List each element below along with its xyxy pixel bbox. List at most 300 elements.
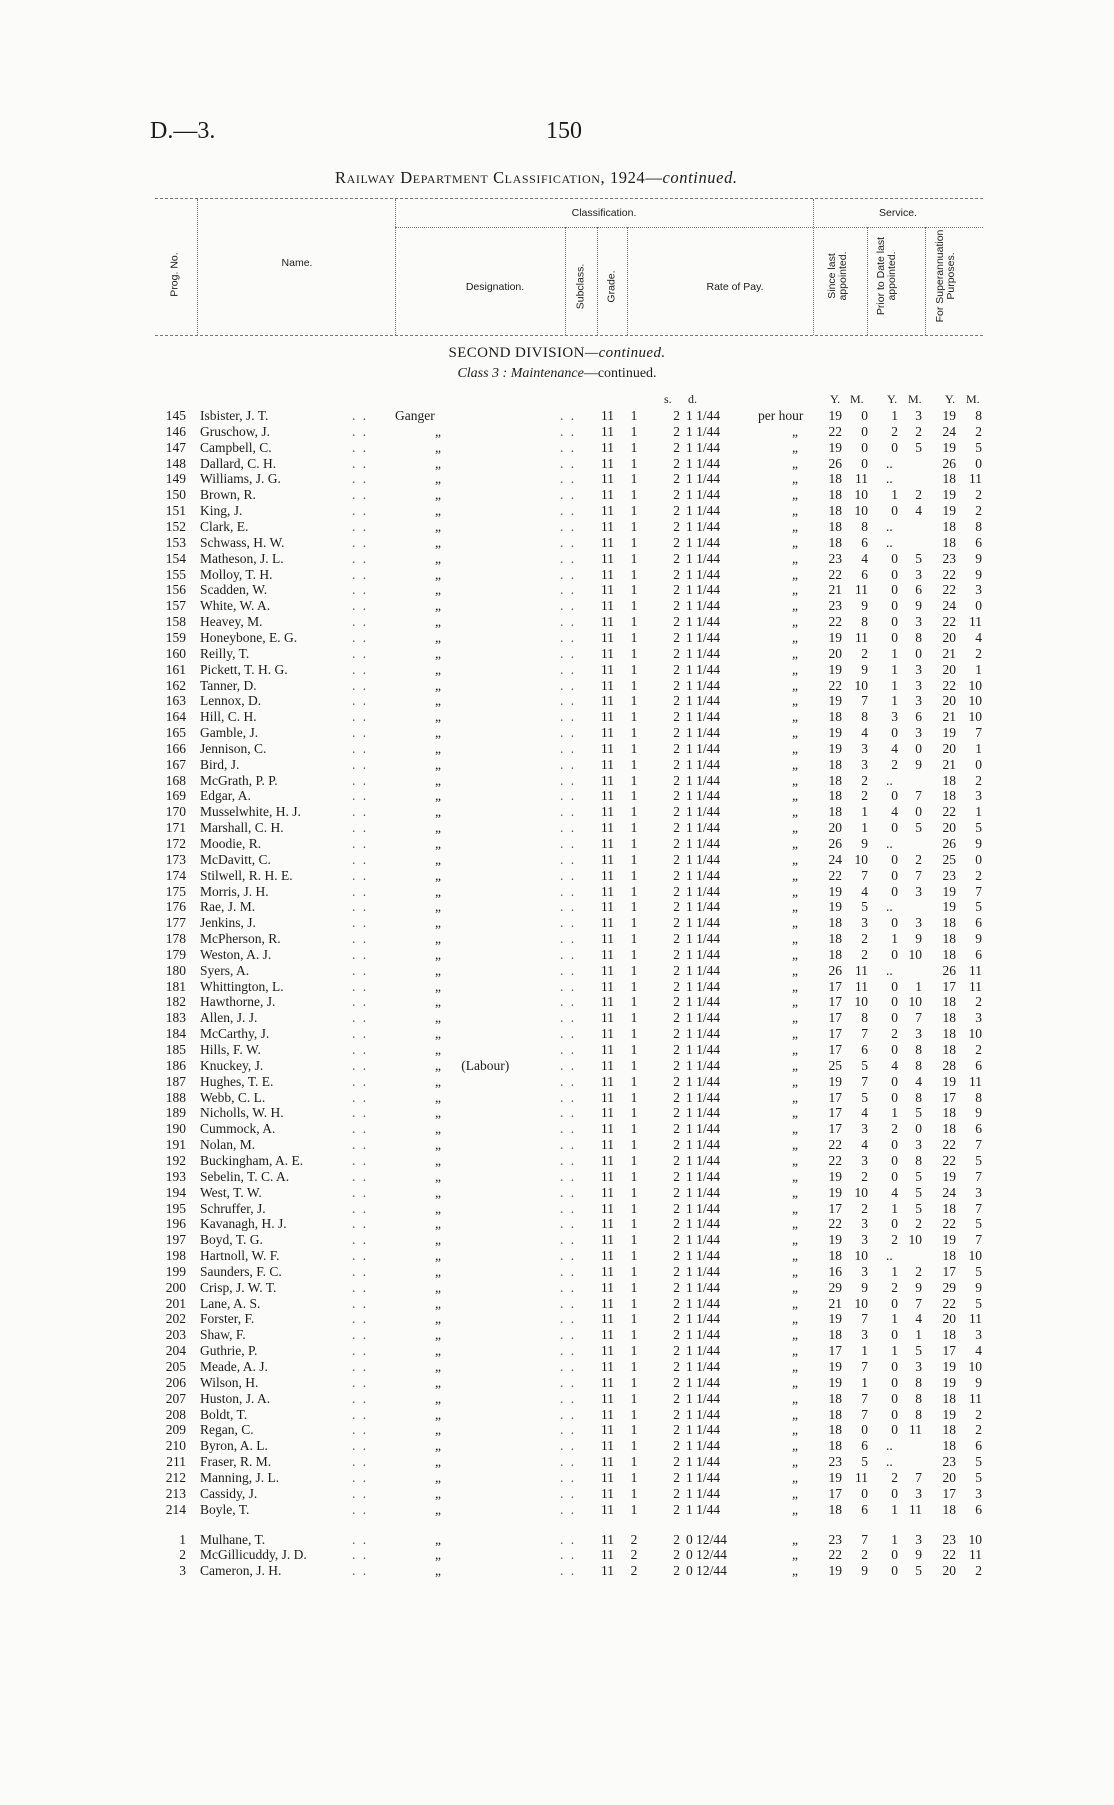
super-years: 17: [942, 978, 956, 994]
prior-years: 2: [891, 1232, 898, 1248]
since-years: 17: [828, 978, 842, 994]
leader-dots: . .: [352, 598, 369, 614]
since-years: 26: [828, 836, 842, 851]
prior-years: 3: [891, 709, 898, 725]
rate-shillings: 2: [673, 661, 680, 677]
rate-shillings: 2: [673, 915, 680, 931]
rate-shillings: 2: [673, 677, 680, 693]
super-years: 23: [942, 1531, 956, 1547]
table-row: [0, 963, 1114, 979]
prog-no: 164: [165, 709, 186, 725]
rate-shillings: 2: [673, 534, 680, 550]
prior-years: 0: [891, 1327, 898, 1343]
leader-dots: . .: [352, 1010, 369, 1026]
rate-shillings: 2: [673, 836, 680, 851]
employee-name: Knuckey, J.: [200, 1057, 264, 1073]
employee-name: Reilly, T.: [200, 645, 250, 661]
prior-months: 3: [915, 1531, 922, 1547]
grade: 1: [630, 1374, 638, 1390]
prog-no: 2: [179, 1547, 186, 1563]
rate-shillings: 2: [673, 1295, 680, 1311]
leader-dots: . .: [560, 1563, 577, 1579]
prog-no: 211: [166, 1454, 186, 1470]
rate-unit: „: [792, 598, 798, 614]
employee-name: Cummock, A.: [200, 1121, 276, 1137]
super-years: 18: [942, 1422, 956, 1438]
super-years: 17: [942, 1485, 956, 1501]
rate-shillings: 2: [673, 883, 680, 899]
table-row: [0, 820, 1114, 836]
subclass: 11: [601, 1152, 614, 1168]
subclass: 11: [601, 693, 614, 709]
subclass: 11: [601, 978, 614, 994]
super-months: 0: [975, 598, 982, 614]
rate-unit: „: [792, 1105, 798, 1121]
designation: „: [435, 867, 441, 883]
super-months: 8: [975, 519, 982, 534]
subclass: 11: [601, 1010, 614, 1026]
subclass: 11: [601, 1121, 614, 1137]
table-row: [0, 1169, 1114, 1185]
since-months: 10: [854, 1184, 868, 1200]
prog-no: 192: [165, 1152, 186, 1168]
table-row: [0, 1327, 1114, 1343]
prior-years: 0: [891, 1010, 898, 1026]
rate-pence: 1 1/44: [686, 1216, 721, 1232]
rate-shillings: 2: [673, 1438, 680, 1454]
subclass: 11: [601, 566, 614, 582]
leader-dots: . .: [560, 820, 577, 836]
grade: 1: [630, 836, 638, 851]
leader-dots: . .: [352, 1454, 369, 1470]
prog-no: 205: [165, 1359, 186, 1374]
prior-years: 1: [891, 677, 898, 693]
since-years: 19: [828, 883, 842, 899]
since-years: 23: [828, 1454, 842, 1470]
super-years: 26: [942, 455, 956, 471]
table-row: [0, 1153, 1114, 1169]
prog-no: 3: [179, 1563, 186, 1579]
since-years: 19: [828, 661, 842, 677]
prog-no: 151: [165, 503, 186, 519]
rate-unit: „: [792, 1026, 798, 1042]
leader-dots: . .: [560, 1216, 577, 1232]
designation: „: [435, 1470, 441, 1485]
prior-years: 0: [891, 439, 898, 455]
super-months: 5: [975, 1454, 982, 1470]
leader-dots: . .: [560, 1279, 577, 1295]
employee-name: Edgar, A.: [200, 788, 251, 804]
prior-years: 0: [891, 1359, 898, 1374]
since-years: 19: [828, 899, 842, 915]
subclass: 11: [601, 851, 614, 867]
prog-no: 168: [165, 772, 186, 788]
table-row: [0, 408, 1114, 424]
employee-name: Molloy, T. H.: [200, 566, 273, 582]
leader-dots: . .: [560, 804, 577, 820]
since-months: 11: [855, 629, 868, 645]
super-years: 23: [942, 550, 956, 566]
designation: „: [435, 1248, 441, 1263]
since-months: 11: [855, 978, 868, 994]
subclass: 11: [601, 804, 614, 820]
prog-no: 149: [165, 471, 186, 487]
leader-dots: . .: [560, 1406, 577, 1422]
prior-months: 8: [915, 629, 922, 645]
super-years: 19: [942, 1406, 956, 1422]
subclass: 11: [601, 645, 614, 661]
table-row: [0, 1343, 1114, 1359]
leader-dots: . .: [352, 519, 369, 534]
since-years: 26: [828, 455, 842, 471]
since-years: 17: [828, 994, 842, 1010]
rate-pence: 1 1/44: [686, 836, 721, 851]
leader-dots: . .: [560, 836, 577, 851]
prior-years: 1: [891, 645, 898, 661]
employee-name: Syers, A.: [200, 962, 250, 978]
rate-pence: 1 1/44: [686, 1073, 721, 1089]
leader-dots: . .: [352, 994, 369, 1010]
prior-years: 2: [891, 756, 898, 772]
since-months: 7: [861, 1406, 868, 1422]
table-row: [0, 1359, 1114, 1375]
prior-months: 8: [915, 1042, 922, 1057]
since-months: 4: [861, 1137, 868, 1153]
employee-name: Heavey, M.: [200, 614, 263, 629]
table-row: [0, 1137, 1114, 1153]
header-rate-of-pay: Rate of Pay.: [706, 281, 764, 293]
rate-unit: „: [792, 1137, 798, 1153]
super-years: 18: [942, 994, 956, 1010]
rate-unit: „: [792, 1232, 798, 1248]
super-months: 11: [969, 1073, 982, 1089]
leader-dots: . .: [352, 1438, 369, 1454]
designation: „: [435, 1184, 441, 1200]
table-row: [0, 1026, 1114, 1042]
table-row: [0, 725, 1114, 741]
employee-name: Whittington, L.: [200, 978, 284, 994]
rate-shillings: 2: [673, 487, 680, 503]
rate-pence: 1 1/44: [686, 1295, 721, 1311]
super-months: 9: [975, 836, 982, 851]
since-months: 4: [861, 883, 868, 899]
super-months: 7: [975, 725, 982, 740]
designation: „: [435, 772, 441, 788]
leader-dots: . .: [352, 582, 369, 598]
super-months: 9: [975, 931, 982, 946]
designation: „: [435, 709, 441, 725]
employee-name: Dallard, C. H.: [200, 455, 277, 471]
since-years: 18: [828, 1390, 842, 1406]
since-years: 18: [828, 772, 842, 788]
employee-name: Gruschow, J.: [200, 423, 270, 439]
subclass: 11: [601, 709, 614, 725]
leader-dots: . .: [352, 1390, 369, 1406]
since-years: 19: [828, 1359, 842, 1374]
table-row: [0, 852, 1114, 868]
rate-shillings: 2: [673, 1152, 680, 1168]
prior-years: ..: [886, 519, 893, 534]
rate-shillings: 2: [673, 455, 680, 471]
since-months: 7: [861, 1026, 868, 1042]
employee-name: Shaw, F.: [200, 1327, 246, 1343]
since-months: 10: [854, 994, 868, 1010]
prior-years: 0: [891, 1390, 898, 1406]
since-years: 18: [828, 503, 842, 519]
prog-no: 209: [165, 1422, 186, 1438]
since-months: 3: [861, 1263, 868, 1279]
subclass: 11: [601, 962, 614, 978]
leader-dots: . .: [352, 1042, 369, 1057]
subclass: 11: [601, 1042, 614, 1057]
super-months: 10: [968, 1359, 982, 1374]
subclass: 11: [601, 725, 614, 740]
prior-months: 3: [915, 1359, 922, 1374]
since-months: 5: [861, 1057, 868, 1073]
prog-no: 204: [165, 1343, 186, 1359]
subclass: 11: [601, 946, 614, 962]
super-years: 23: [942, 1454, 956, 1470]
since-months: 0: [861, 1485, 868, 1501]
prior-years: 1: [891, 1105, 898, 1121]
table-row: [0, 868, 1114, 884]
leader-dots: . .: [352, 1563, 369, 1579]
employee-name: Crisp, J. W. T.: [200, 1279, 277, 1295]
designation: „: [435, 614, 441, 629]
designation: „: [435, 1121, 441, 1137]
grade: 1: [630, 1152, 638, 1168]
table-row: [0, 1058, 1114, 1074]
prior-years: 0: [891, 629, 898, 645]
leader-dots: . .: [352, 836, 369, 851]
grade: 1: [630, 1073, 638, 1089]
leader-dots: . .: [560, 423, 577, 439]
prior-months: 3: [915, 1137, 922, 1153]
rate-pence: 1 1/44: [686, 1501, 721, 1517]
leader-dots: . .: [352, 677, 369, 693]
since-years: 19: [828, 693, 842, 709]
prior-months: 9: [915, 598, 922, 614]
grade: 1: [630, 439, 638, 455]
grade: 1: [630, 946, 638, 962]
since-months: 7: [861, 1311, 868, 1327]
leader-dots: . .: [352, 1343, 369, 1359]
subclass: 11: [601, 1295, 614, 1311]
leader-dots: . .: [352, 883, 369, 899]
rate-pence: 1 1/44: [686, 915, 721, 931]
prog-no: 155: [165, 566, 186, 582]
header-divider: [197, 199, 198, 335]
table-row: [0, 1438, 1114, 1454]
rate-unit: „: [792, 756, 798, 772]
prior-years: 0: [891, 550, 898, 566]
prior-years: 2: [891, 423, 898, 439]
super-months: 10: [968, 677, 982, 693]
since-months: 11: [855, 1470, 868, 1485]
rate-pence: 1 1/44: [686, 1390, 721, 1406]
prior-years: 0: [891, 883, 898, 899]
rate-shillings: 2: [673, 1105, 680, 1121]
since-months: 9: [861, 1563, 868, 1579]
rate-pence: 1 1/44: [686, 725, 721, 740]
since-years: 18: [828, 788, 842, 804]
rate-pence: 0 12/44: [686, 1531, 727, 1547]
employee-name: Forster, F.: [200, 1311, 255, 1327]
subclass: 11: [601, 550, 614, 566]
since-years: 17: [828, 1121, 842, 1137]
rate-pence: 1 1/44: [686, 455, 721, 471]
prog-no: 186: [165, 1057, 186, 1073]
table-row: [0, 931, 1114, 947]
super-months: 1: [975, 740, 982, 756]
designation: „: [435, 1374, 441, 1390]
table-row: [0, 1422, 1114, 1438]
rate-unit: „: [792, 503, 798, 519]
leader-dots: . .: [560, 1184, 577, 1200]
super-years: 19: [942, 408, 956, 423]
super-months: 10: [968, 709, 982, 725]
designation: „: [435, 820, 441, 836]
class-name: Maintenance: [510, 366, 584, 381]
prior-months: 5: [915, 1563, 922, 1579]
designation: „: [435, 740, 441, 756]
designation: „: [435, 1263, 441, 1279]
since-months: 2: [861, 1168, 868, 1184]
leader-dots: . .: [560, 1547, 577, 1563]
prog-no: 201: [165, 1295, 186, 1311]
prog-no: 208: [165, 1406, 186, 1422]
super-years: 19: [942, 1359, 956, 1374]
leader-dots: . .: [352, 550, 369, 566]
subclass: 11: [601, 487, 614, 503]
grade: 1: [630, 1454, 638, 1470]
grade: 1: [630, 915, 638, 931]
header-prog-no: Prog. No.: [168, 252, 181, 297]
prior-years: 0: [891, 1374, 898, 1390]
since-months: 10: [854, 503, 868, 519]
prior-months: 7: [915, 788, 922, 804]
rate-pence: 1 1/44: [686, 582, 721, 598]
super-months: 10: [968, 1531, 982, 1547]
prior-months: 2: [915, 487, 922, 503]
leader-dots: . .: [560, 867, 577, 883]
super-years: 20: [942, 629, 956, 645]
prior-years: 0: [891, 820, 898, 836]
leader-dots: . .: [352, 487, 369, 503]
leader-dots: . .: [352, 1327, 369, 1343]
subclass: 11: [601, 408, 614, 423]
rate-unit: „: [792, 1057, 798, 1073]
super-years: 19: [942, 487, 956, 503]
rate-unit: „: [792, 1311, 798, 1327]
prior-months: 11: [909, 1501, 922, 1517]
subclass: 11: [601, 994, 614, 1010]
grade: 1: [630, 1295, 638, 1311]
grade: 1: [630, 566, 638, 582]
since-months: 4: [861, 1105, 868, 1121]
employee-name: Boyd, T. G.: [200, 1232, 263, 1248]
employee-name: Schruffer, J.: [200, 1200, 266, 1216]
prior-months: 3: [915, 725, 922, 740]
prior-months: 2: [915, 1216, 922, 1232]
since-months: 7: [861, 1531, 868, 1547]
rate-unit: „: [792, 1422, 798, 1438]
grade: 1: [630, 1343, 638, 1359]
rate-pence: 1 1/44: [686, 1311, 721, 1327]
leader-dots: . .: [560, 1501, 577, 1517]
super-years: 26: [942, 962, 956, 978]
leader-dots: . .: [560, 661, 577, 677]
rate-shillings: 2: [673, 1563, 680, 1579]
since-months: 9: [861, 836, 868, 851]
prog-no: 187: [165, 1073, 186, 1089]
header-name: Name.: [281, 257, 313, 269]
rate-pence: 1 1/44: [686, 1343, 721, 1359]
table-header: [155, 198, 983, 336]
table-row: [0, 424, 1114, 440]
super-years: 18: [942, 1248, 956, 1263]
leader-dots: . .: [352, 1057, 369, 1073]
super-months: 10: [968, 1026, 982, 1042]
prior-years: 0: [891, 1406, 898, 1422]
rate-unit: „: [792, 1295, 798, 1311]
header-classification: Classification.: [571, 207, 637, 219]
leader-dots: . .: [352, 709, 369, 725]
rate-shillings: 2: [673, 1026, 680, 1042]
rate-unit: „: [792, 1547, 798, 1563]
header-grade: Grade.: [605, 270, 618, 303]
since-years: 25: [828, 1057, 842, 1073]
prior-years: 0: [891, 566, 898, 582]
rate-unit: „: [792, 994, 798, 1010]
employee-name: McGillicuddy, J. D.: [200, 1547, 307, 1563]
since-months: 1: [861, 1374, 868, 1390]
prog-no: 214: [165, 1501, 186, 1517]
rate-shillings: 2: [673, 1406, 680, 1422]
leader-dots: . .: [352, 1422, 369, 1438]
header-divider: [925, 227, 926, 335]
prior-months: 8: [915, 1057, 922, 1073]
rate-pence: 1 1/44: [686, 519, 721, 534]
employee-name: Nolan, M.: [200, 1137, 256, 1153]
grade: 1: [630, 1216, 638, 1232]
rate-shillings: 2: [673, 725, 680, 740]
designation: „: [435, 455, 441, 471]
rate-shillings: 2: [673, 1042, 680, 1057]
rate-unit: „: [792, 693, 798, 709]
super-months: 11: [969, 962, 982, 978]
leader-dots: . .: [560, 740, 577, 756]
grade: 1: [630, 772, 638, 788]
leader-dots: . .: [352, 1470, 369, 1485]
table-row: [0, 915, 1114, 931]
table-row: [0, 804, 1114, 820]
prog-no: 212: [165, 1470, 186, 1485]
leader-dots: . .: [352, 772, 369, 788]
since-months: 11: [855, 582, 868, 598]
leader-dots: . .: [560, 550, 577, 566]
since-months: 10: [854, 677, 868, 693]
designation: „: [435, 915, 441, 931]
rate-pence: 1 1/44: [686, 693, 721, 709]
employee-name: Musselwhite, H. J.: [200, 804, 301, 820]
prog-no: 152: [165, 519, 186, 534]
since-years: 18: [828, 1438, 842, 1454]
prior-years: 0: [891, 1216, 898, 1232]
prog-no: 180: [165, 962, 186, 978]
leader-dots: . .: [560, 725, 577, 740]
employee-name: Matheson, J. L.: [200, 550, 284, 566]
